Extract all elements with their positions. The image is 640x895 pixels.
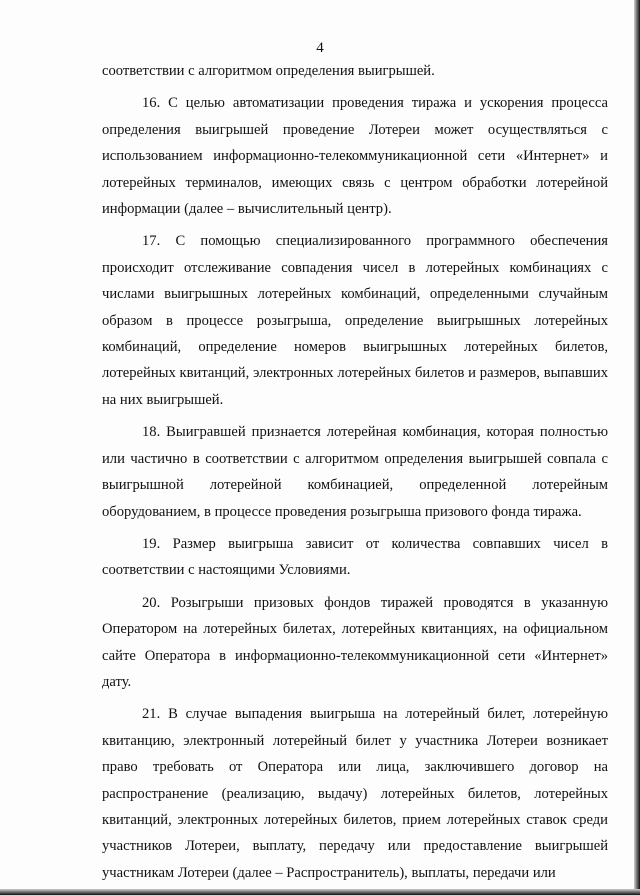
paragraph-18: 18. Выигравшей признается лотерейная комбинация, которая полностью или частично в соответствии с алгоритмом определения выигрышей совпала с выигрышной лотерейной комбинацией, определенной лотерейным оборудованием, в процессе проведения розыгрыша призового фонда тиража. — [102, 424, 608, 520]
paragraph-17: 17. С помощью специализированного программного обеспечения происходит отслеживание совпадения чисел в лотерейных комбинациях с числами выигрышных лотерейных комбинаций, определенными случайным образом в процессе розыгрыша, определение выигрышных лотерейных комбинаций, определение номеров выигрышных лотерейных билетов, лотерейных квитанций, электронных лотерейных билетов и размеров, выпавших на них выигрышей. — [102, 233, 608, 408]
scan-border-right — [634, 0, 640, 895]
paragraph-16: 16. С целью автоматизации проведения тиража и ускорения процесса определения выигрышей проведение Лотереи может осуществляться с использованием информационно-телекоммуникационной сети «Интернет» и лотерейных терминалов, имеющих связь с центром обработки лотерейной информации (далее – вычислительный центр). — [102, 95, 608, 218]
page-number: 4 — [316, 40, 324, 56]
paragraph-21: 21. В случае выпадения выигрыша на лотерейный билет, лотерейную квитанцию, электронный лотерейный билет у участника Лотереи возникает право требовать от Оператора или лица, заключившего договор на распространение (реализацию, выдачу) лотерейных билетов, лотерейных квитанций, электронных лотерейных билетов, прием лотерейных ставок среди участников Лотереи, выплату, передачу или предоставление выигрышей участникам Лотереи (далее – Распространитель), выплаты, передачи или — [102, 706, 608, 881]
paragraph-19: 19. Размер выигрыша зависит от количества совпавших чисел в соответствии с настоящими Условиями. — [102, 535, 608, 579]
scan-border-bottom — [0, 889, 640, 895]
document-body — [102, 58, 608, 890]
paragraph-continuation: соответствии с алгоритмом определения выигрышей. — [102, 63, 435, 79]
paragraph-20: 20. Розыгрыши призовых фондов тиражей проводятся в указанную Оператором на лотерейных билетах, лотерейных квитанциях, на официальном сайте Оператора в информационно-телекоммуникационной сети «Интернет» дату. — [102, 594, 608, 690]
